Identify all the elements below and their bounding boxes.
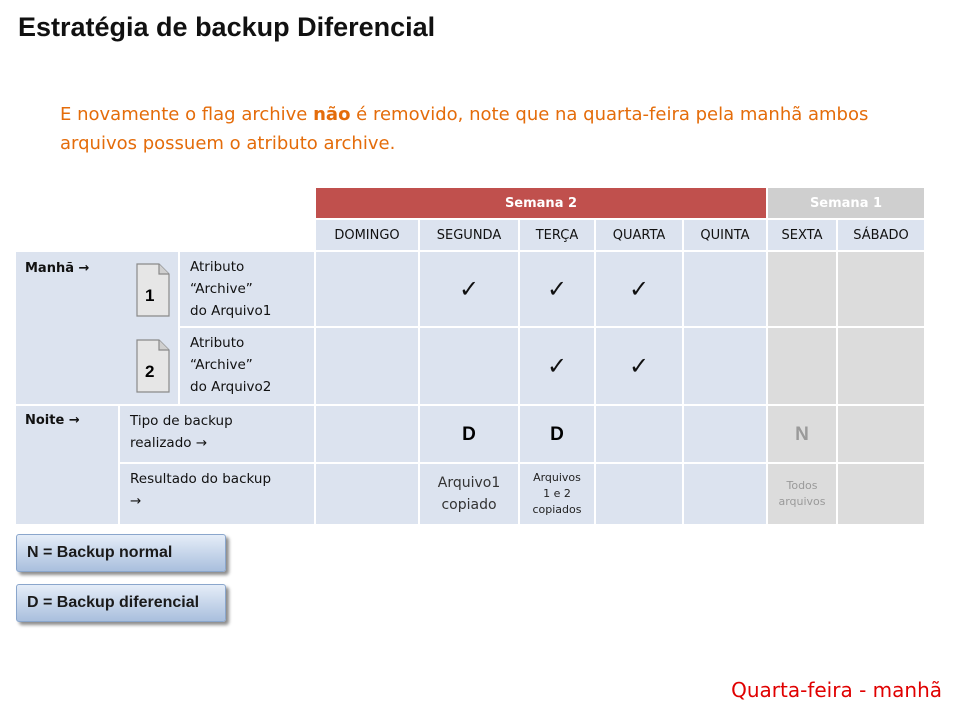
file2-description	[180, 328, 314, 404]
file1-check-icon: ✓	[458, 275, 480, 303]
file2-check-icon: ✓	[628, 352, 650, 380]
backup-type-cell	[838, 406, 924, 462]
backup-result-value	[532, 470, 581, 518]
day-header: SEXTA	[768, 220, 836, 250]
night-label-cell	[16, 406, 118, 524]
backup-result-line: Arquivos	[533, 471, 581, 484]
backup-type-line1: Tipo de backup	[130, 413, 233, 429]
day-header: SEGUNDA	[420, 220, 518, 250]
backup-result-cell	[316, 464, 418, 524]
backup-type-value: D	[462, 424, 476, 445]
file2-number: 2	[145, 362, 155, 381]
backup-result-value	[778, 478, 825, 510]
backup-type-value: N	[795, 424, 809, 445]
file2-check-icon: ✓	[546, 352, 568, 380]
file1-check-cell	[520, 252, 594, 326]
backup-result-line2: →	[130, 493, 142, 509]
file2-desc-line2: “Archive”	[190, 357, 253, 373]
file2-icon	[133, 338, 173, 394]
file1-desc-line2: “Archive”	[190, 281, 253, 297]
file1-check-cell	[316, 252, 418, 326]
legend-differential: D = Backup diferencial	[16, 584, 226, 622]
backup-result-line: Todos	[786, 479, 818, 492]
day-header: QUARTA	[596, 220, 682, 250]
day-header: SÁBADO	[838, 220, 924, 250]
backup-type-cell	[420, 406, 518, 462]
backup-result-cell	[768, 464, 836, 524]
file2-check-cell	[768, 328, 836, 404]
backup-result-cell	[838, 464, 924, 524]
morning-label: Manhã →	[25, 261, 90, 276]
backup-type-description	[120, 406, 314, 462]
file2-check-cell	[684, 328, 766, 404]
file2-check-cell	[420, 328, 518, 404]
legend-normal: N = Backup normal	[16, 534, 226, 572]
file1-description	[180, 252, 314, 326]
backup-result-description	[120, 464, 314, 524]
file1-icon	[133, 262, 173, 318]
intro-part2: é removido, note que na quarta-feira pela manhã ambos arquivos possuem o atributo archive.	[60, 104, 869, 154]
file1-check-cell	[596, 252, 682, 326]
backup-result-line: Arquivo1	[437, 475, 501, 491]
file2-check-cell	[520, 328, 594, 404]
day-header: DOMINGO	[316, 220, 418, 250]
file2-check-cell	[838, 328, 924, 404]
intro-text	[60, 100, 940, 158]
backup-result-cell	[684, 464, 766, 524]
file1-check-icon: ✓	[628, 275, 650, 303]
day-header: TERÇA	[520, 220, 594, 250]
footer-caption: Quarta-feira - manhã	[731, 678, 942, 702]
page-title: Estratégia de backup Diferencial	[18, 12, 436, 42]
backup-result-line1: Resultado do backup	[130, 471, 272, 487]
backup-result-line: arquivos	[778, 495, 826, 508]
file1-check-icon: ✓	[546, 275, 568, 303]
backup-type-cell	[596, 406, 682, 462]
backup-type-cell	[520, 406, 594, 462]
day-header: QUINTA	[684, 220, 766, 250]
file1-check-cell	[684, 252, 766, 326]
file2-check-cell	[596, 328, 682, 404]
backup-result-cell	[596, 464, 682, 524]
night-label: Noite →	[25, 413, 80, 428]
backup-result-line: copiados	[532, 503, 582, 516]
backup-result-line: 1 e 2	[543, 487, 571, 500]
backup-type-cell	[316, 406, 418, 462]
file2-desc-line1: Atributo	[190, 335, 245, 351]
file2-check-cell	[316, 328, 418, 404]
backup-result-line: copiado	[441, 497, 497, 513]
week1-header: Semana 1	[768, 188, 924, 218]
file1-desc-line1: Atributo	[190, 259, 245, 275]
file1-check-cell	[420, 252, 518, 326]
backup-type-value: D	[550, 424, 564, 445]
backup-result-value	[438, 472, 501, 516]
backup-result-cell	[520, 464, 594, 524]
file1-check-cell	[838, 252, 924, 326]
backup-type-cell	[684, 406, 766, 462]
backup-type-line2: realizado →	[130, 435, 208, 451]
week2-header: Semana 2	[316, 188, 766, 218]
intro-bold: não	[313, 104, 351, 125]
file1-desc-line3: do Arquivo1	[190, 303, 272, 319]
intro-part1: E novamente o flag archive	[60, 104, 314, 125]
file1-check-cell	[768, 252, 836, 326]
file2-desc-line3: do Arquivo2	[190, 379, 272, 395]
file1-number: 1	[145, 286, 155, 305]
backup-type-cell	[768, 406, 836, 462]
backup-result-cell	[420, 464, 518, 524]
